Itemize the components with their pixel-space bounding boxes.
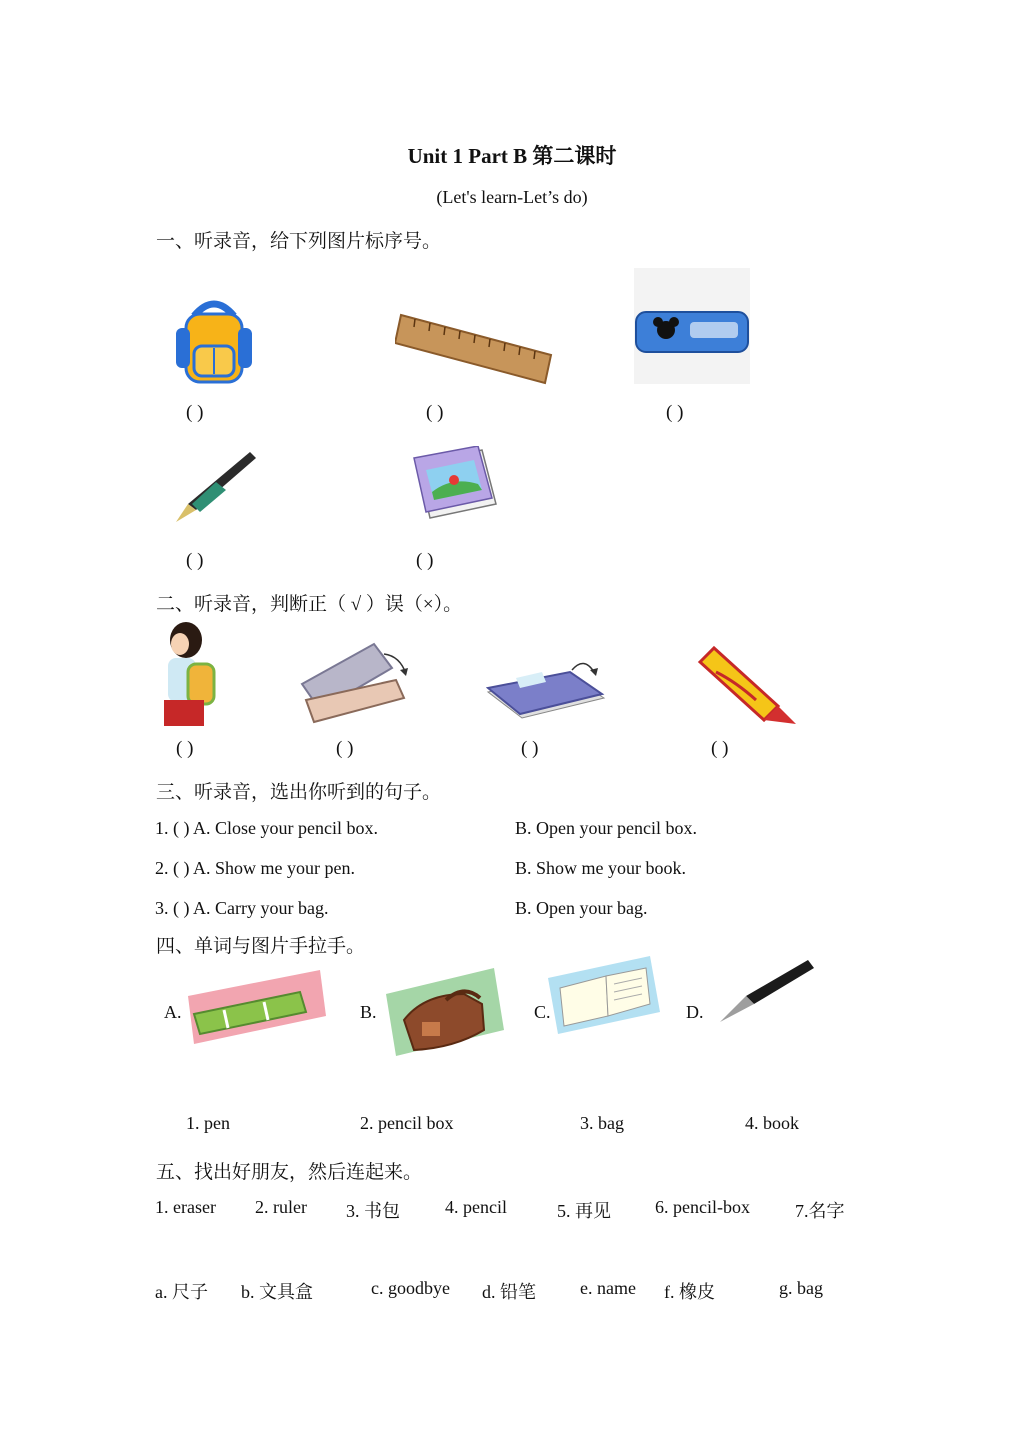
s4-letter-b: B. xyxy=(360,1002,377,1022)
answer-paren-2a[interactable]: ( ) xyxy=(176,738,194,759)
answer-paren-1a[interactable]: ( ) xyxy=(186,402,204,423)
page-title: Unit 1 Part B 第二课时 xyxy=(407,144,617,168)
s5-row1-item-4: 4. pencil xyxy=(445,1197,507,1217)
s5-row1-item-1: 1. eraser xyxy=(155,1197,216,1217)
pen-icon xyxy=(714,958,814,1026)
s5-row2-item-g: g. bag xyxy=(779,1278,823,1298)
page-subtitle: (Let's learn-Let’s do) xyxy=(436,187,588,207)
ruler-icon xyxy=(395,305,555,385)
s5-row2-item-e: e. name xyxy=(580,1278,636,1298)
section-3-heading: 三、听录音，选出你听到的句子。 xyxy=(156,782,442,803)
pencil-box-icon xyxy=(184,966,330,1048)
girl-with-bag-icon xyxy=(156,620,220,728)
s3-item-1-a: 1. ( ) A. Close your pencil box. xyxy=(155,818,378,838)
crayon-icon xyxy=(696,642,800,728)
s4-letter-d: D. xyxy=(686,1002,704,1022)
s5-row1-item-5: 5. 再见 xyxy=(557,1201,611,1221)
s5-row1-item-7: 7.名字 xyxy=(795,1201,845,1221)
s3-item-1-b: B. Open your pencil box. xyxy=(515,818,697,838)
s3-item-2-b: B. Show me your book. xyxy=(515,858,686,878)
answer-paren-1c[interactable]: ( ) xyxy=(666,402,684,423)
s5-row2-item-f: f. 橡皮 xyxy=(664,1282,715,1302)
section-1-heading: 一、听录音，给下列图片标序号。 xyxy=(156,231,442,252)
pencil-box-icon xyxy=(634,268,750,384)
s3-item-3-a: 3. ( ) A. Carry your bag. xyxy=(155,898,329,918)
s5-row2-item-a: a. 尺子 xyxy=(155,1282,208,1302)
s4-letter-a: A. xyxy=(164,1002,182,1022)
section-4-heading: 四、单词与图片手拉手。 xyxy=(156,936,366,957)
answer-paren-1d[interactable]: ( ) xyxy=(186,550,204,571)
storybook-icon xyxy=(408,446,500,526)
bag-icon xyxy=(384,964,506,1060)
section-2-heading: 二、听录音，判断正（ √ ）误（×）。 xyxy=(156,594,463,615)
s5-row1-item-2: 2. ruler xyxy=(255,1197,307,1217)
backpack-icon xyxy=(172,298,256,386)
open-pencil-box-icon xyxy=(296,640,412,728)
s4-word-1: 1. pen xyxy=(186,1113,230,1133)
s4-word-3: 3. bag xyxy=(580,1113,624,1133)
s5-row2-item-c: c. goodbye xyxy=(371,1278,450,1298)
answer-paren-2d[interactable]: ( ) xyxy=(711,738,729,759)
s3-item-3-b: B. Open your bag. xyxy=(515,898,648,918)
section-5-heading: 五、找出好朋友，然后连起来。 xyxy=(156,1162,423,1183)
answer-paren-2c[interactable]: ( ) xyxy=(521,738,539,759)
open-book-icon xyxy=(486,652,610,722)
s5-row2-item-b: b. 文具盒 xyxy=(241,1282,313,1302)
answer-paren-1b[interactable]: ( ) xyxy=(426,402,444,423)
s5-row1-item-3: 3. 书包 xyxy=(346,1201,400,1221)
s5-row1-item-6: 6. pencil-box xyxy=(655,1197,750,1217)
s3-item-2-a: 2. ( ) A. Show me your pen. xyxy=(155,858,355,878)
book-icon xyxy=(546,954,662,1036)
s4-letter-c: C. xyxy=(534,1002,551,1022)
s4-word-4: 4. book xyxy=(745,1113,799,1133)
pen-icon xyxy=(166,448,258,526)
s5-row2-item-d: d. 铅笔 xyxy=(482,1282,536,1302)
answer-paren-2b[interactable]: ( ) xyxy=(336,738,354,759)
s4-word-2: 2. pencil box xyxy=(360,1113,454,1133)
answer-paren-1e[interactable]: ( ) xyxy=(416,550,434,571)
